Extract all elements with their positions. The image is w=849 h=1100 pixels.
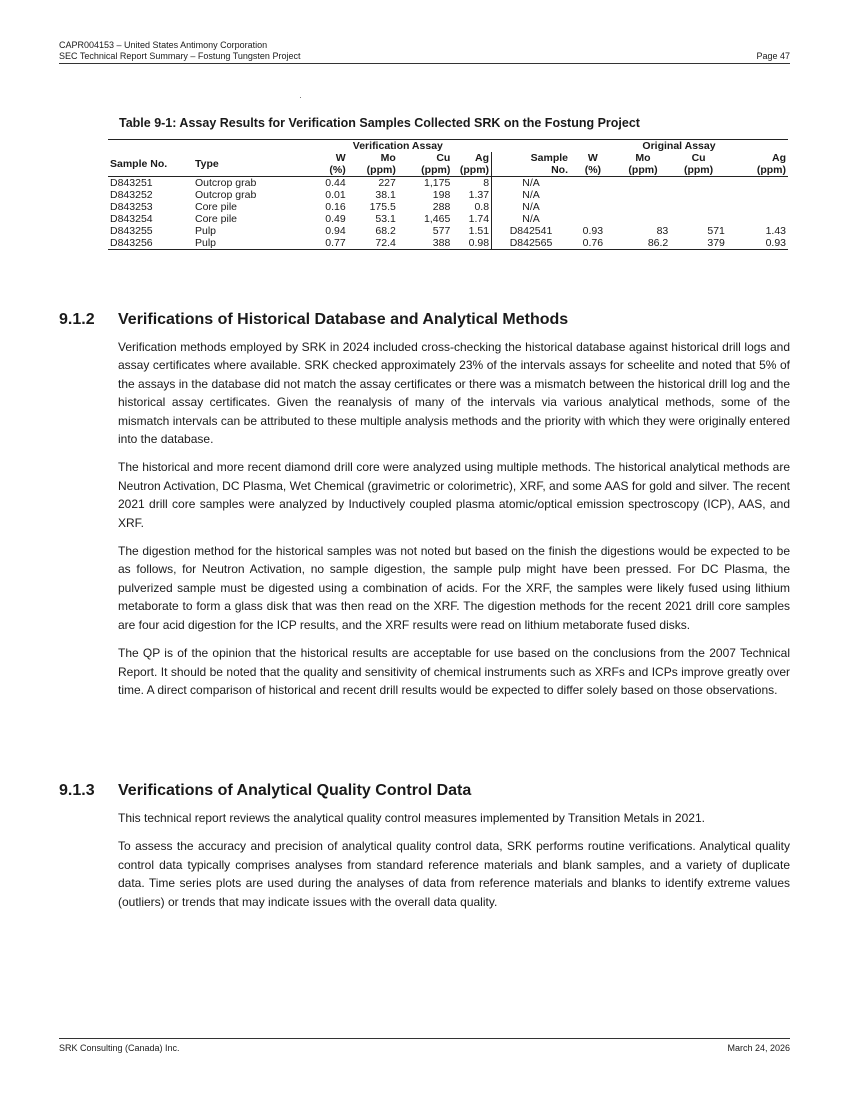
table-title: Table 9-1: Assay Results for Verification Samples Collected SRK on the Fostung Project: [119, 116, 640, 130]
cell-orig-sample: N/A: [492, 201, 570, 213]
cell-mo: 68.2: [375, 225, 396, 237]
header-divider: [59, 63, 790, 64]
cell-mo: 53.1: [375, 213, 396, 225]
paragraph: To assess the accuracy and precision of analytical quality control data, SRK performs routine verifications. Analytical quality control data typically comprises analyses from standard reference materials and blank samples, and a variety of duplicate data. Time series plots are used during the analyses of data from reference materials and blanks to identify extreme values (outliers) or trends that may indicate issues with the overall data quality.: [118, 839, 790, 909]
cell-type: Pulp: [193, 237, 304, 250]
section-number: 9.1.2: [59, 311, 95, 328]
cell-orig-ag: 1.43: [765, 225, 786, 237]
footer-company: SRK Consulting (Canada) Inc.: [59, 1043, 180, 1053]
cell-sample: D843253: [110, 201, 153, 213]
stray-dot: [300, 97, 301, 98]
unit-orig-ag: (ppm): [727, 164, 788, 177]
table-row: [108, 225, 788, 237]
cell-cu: 1,465: [424, 213, 451, 225]
cell-type: Core pile: [195, 201, 238, 213]
cell-sample: D843251: [110, 177, 153, 189]
cell-sample: D843256: [108, 237, 193, 250]
cell-ag: 8: [483, 177, 490, 189]
col-mo: Mo: [380, 152, 396, 164]
section-9-1-3: [59, 782, 790, 911]
table-row: [108, 177, 788, 190]
section-title: Verifications of Analytical Quality Control Data: [118, 782, 472, 799]
cell-orig-sample: D842565: [492, 237, 570, 250]
col-sample-no: Sample No.: [108, 152, 193, 177]
cell-type: Outcrop grab: [195, 189, 257, 201]
section-number: 9.1.3: [59, 782, 95, 799]
cell-mo: 227: [378, 177, 396, 189]
group-verification-assay: Verification Assay: [304, 140, 491, 153]
col-type: Type: [193, 152, 304, 177]
footer-date: March 24, 2026: [727, 1043, 790, 1053]
page-number: Page 47: [756, 51, 790, 61]
unit-ag: (ppm): [452, 164, 491, 177]
col-orig-cu: Cu: [691, 152, 706, 164]
section-heading: [59, 311, 790, 329]
footer-divider: [59, 1038, 790, 1039]
cell-orig-sample: N/A: [492, 213, 570, 225]
col-cu: Cu: [436, 152, 451, 164]
group-original-assay: Original Assay: [570, 140, 788, 153]
cell-mo: 38.1: [375, 189, 396, 201]
col-orig-mo: Mo: [635, 152, 651, 164]
cell-orig-cu: [670, 177, 727, 190]
cell-orig-w: 0.76: [570, 237, 616, 250]
cell-orig-ag: [727, 189, 788, 201]
cell-orig-cu: 571: [707, 225, 725, 237]
table-row: [108, 201, 788, 213]
col-orig-w: W: [587, 152, 598, 164]
cell-mo: 72.4: [348, 237, 398, 250]
cell-cu: 388: [398, 237, 452, 250]
paragraph: Verification methods employed by SRK in 2024 included cross-checking the historical database against historical drill logs and assay certificates where available. SRK checked approximately 23% of the intervals assays for scheelite and noted that 5% of the assays in the database did not match the assay certificates or there was a mismatch between the historical drill log and the historical assay certificates. Given the reanalysis of many of the intervals via various analytical methods, some of the mismatch intervals can be attributed to these multiple analysis methods and the priority with which they were originally entered into the database.: [118, 340, 790, 447]
assay-results-table: [108, 139, 788, 250]
unit-orig-cu: (ppm): [670, 164, 727, 177]
cell-orig-w: [570, 201, 616, 213]
cell-orig-mo: [616, 213, 670, 225]
paragraph: The historical and more recent diamond drill core were analyzed using multiple methods. The historical analytical methods are Neutron Activation, DC Plasma, Wet Chemical (gravimetric or colorimetric), XRF, and some AAS for gold and silver. The recent 2021 drill core samples were analyzed by Inductively coupled plasma atomic/optical emission spectroscopy (ICP), AAS, and XRF.: [118, 460, 790, 530]
cell-ag: 1.51: [468, 225, 490, 237]
cell-orig-cu: [670, 189, 727, 201]
cell-sample: D843254: [110, 213, 153, 225]
section-title: Verifications of Historical Database and Analytical Methods: [118, 311, 569, 328]
cell-orig-mo: 86.2: [616, 237, 670, 250]
cell-sample: D843252: [110, 189, 153, 201]
section-9-1-2: [59, 311, 790, 699]
col-orig-ag: Ag: [772, 152, 786, 164]
cell-cu: 198: [432, 189, 451, 201]
cell-orig-mo: [616, 177, 670, 190]
header-report-title: SEC Technical Report Summary – Fostung Tungsten Project: [59, 51, 301, 61]
header-report-id: CAPR004153 – United States Antimony Corporation: [59, 40, 268, 50]
cell-type: Outcrop grab: [195, 177, 257, 189]
cell-orig-sample: N/A: [492, 177, 570, 190]
table-row: [108, 213, 788, 225]
cell-orig-sample: N/A: [492, 189, 570, 201]
col-orig-sample: Sample: [492, 152, 570, 164]
cell-orig-mo: [616, 201, 670, 213]
paragraph: The digestion method for the historical samples was not noted but based on the finish the digestions would be expected to be as follows, for Neutron Activation, no sample digestion, the sample pulp might have been pressed. For DC Plasma, the pulverized sample must be digested using a combination of acids. For the XRF, the samples were likely fused using lithium metaborate to form a glass disk that was then read on the XRF. The digestion methods for the recent 2021 drill core samples are four acid digestion for the ICP results, and the XRF results were read on lithium metaborate fused disks.: [118, 544, 790, 632]
cell-orig-ag: [727, 213, 788, 225]
cell-w: 0.94: [325, 225, 346, 237]
unit-cu: (ppm): [398, 164, 452, 177]
cell-orig-mo: 83: [656, 225, 669, 237]
cell-ag: 0.98: [452, 237, 491, 250]
cell-orig-w: [570, 213, 616, 225]
paragraph: This technical report reviews the analytical quality control measures implemented by Transition Metals in 2021.: [118, 811, 705, 825]
cell-w: 0.01: [325, 189, 346, 201]
cell-type: Core pile: [195, 213, 238, 225]
cell-w: 0.16: [325, 201, 346, 213]
col-w: W: [335, 152, 346, 164]
cell-orig-w: [570, 177, 616, 190]
cell-type: Pulp: [195, 225, 217, 237]
unit-orig-w: (%): [570, 164, 616, 177]
cell-orig-mo: [616, 189, 670, 201]
cell-orig-ag: [727, 177, 788, 190]
cell-ag: 1.74: [468, 213, 490, 225]
cell-w: 0.49: [325, 213, 346, 225]
page-footer: [59, 1043, 790, 1053]
section-heading: [59, 782, 790, 800]
table-row: [108, 237, 788, 250]
cell-orig-cu: 379: [670, 237, 727, 250]
cell-orig-sample: D842541: [492, 225, 570, 237]
cell-orig-cu: [670, 213, 727, 225]
cell-orig-ag: 0.93: [727, 237, 788, 250]
cell-w: 0.44: [325, 177, 346, 189]
cell-mo: 175.5: [369, 201, 396, 213]
cell-w: 0.77: [304, 237, 348, 250]
cell-cu: 577: [432, 225, 451, 237]
table-row: [108, 189, 788, 201]
unit-orig-sample: No.: [492, 164, 570, 177]
cell-ag: 0.8: [474, 201, 490, 213]
unit-mo: (ppm): [348, 164, 398, 177]
cell-cu: 1,175: [424, 177, 451, 189]
cell-orig-cu: [670, 201, 727, 213]
cell-cu: 288: [432, 201, 451, 213]
paragraph: The QP is of the opinion that the historical results are acceptable for use based on the conclusions from the 2007 Technical Report. It should be noted that the quality and sensitivity of chemical instruments such as XRFs and ICPs improve greatly over time. A direct comparison of historical and recent drill results would be expected to differ solely based on those observations.: [118, 646, 790, 697]
cell-sample: D843255: [110, 225, 153, 237]
cell-ag: 1.37: [468, 189, 490, 201]
cell-orig-ag: [727, 201, 788, 213]
unit-orig-mo: (ppm): [616, 164, 670, 177]
col-ag: Ag: [475, 152, 490, 164]
page-header: [59, 40, 790, 62]
cell-orig-w: [570, 189, 616, 201]
unit-w: (%): [304, 164, 348, 177]
cell-orig-w: 0.93: [582, 225, 604, 237]
